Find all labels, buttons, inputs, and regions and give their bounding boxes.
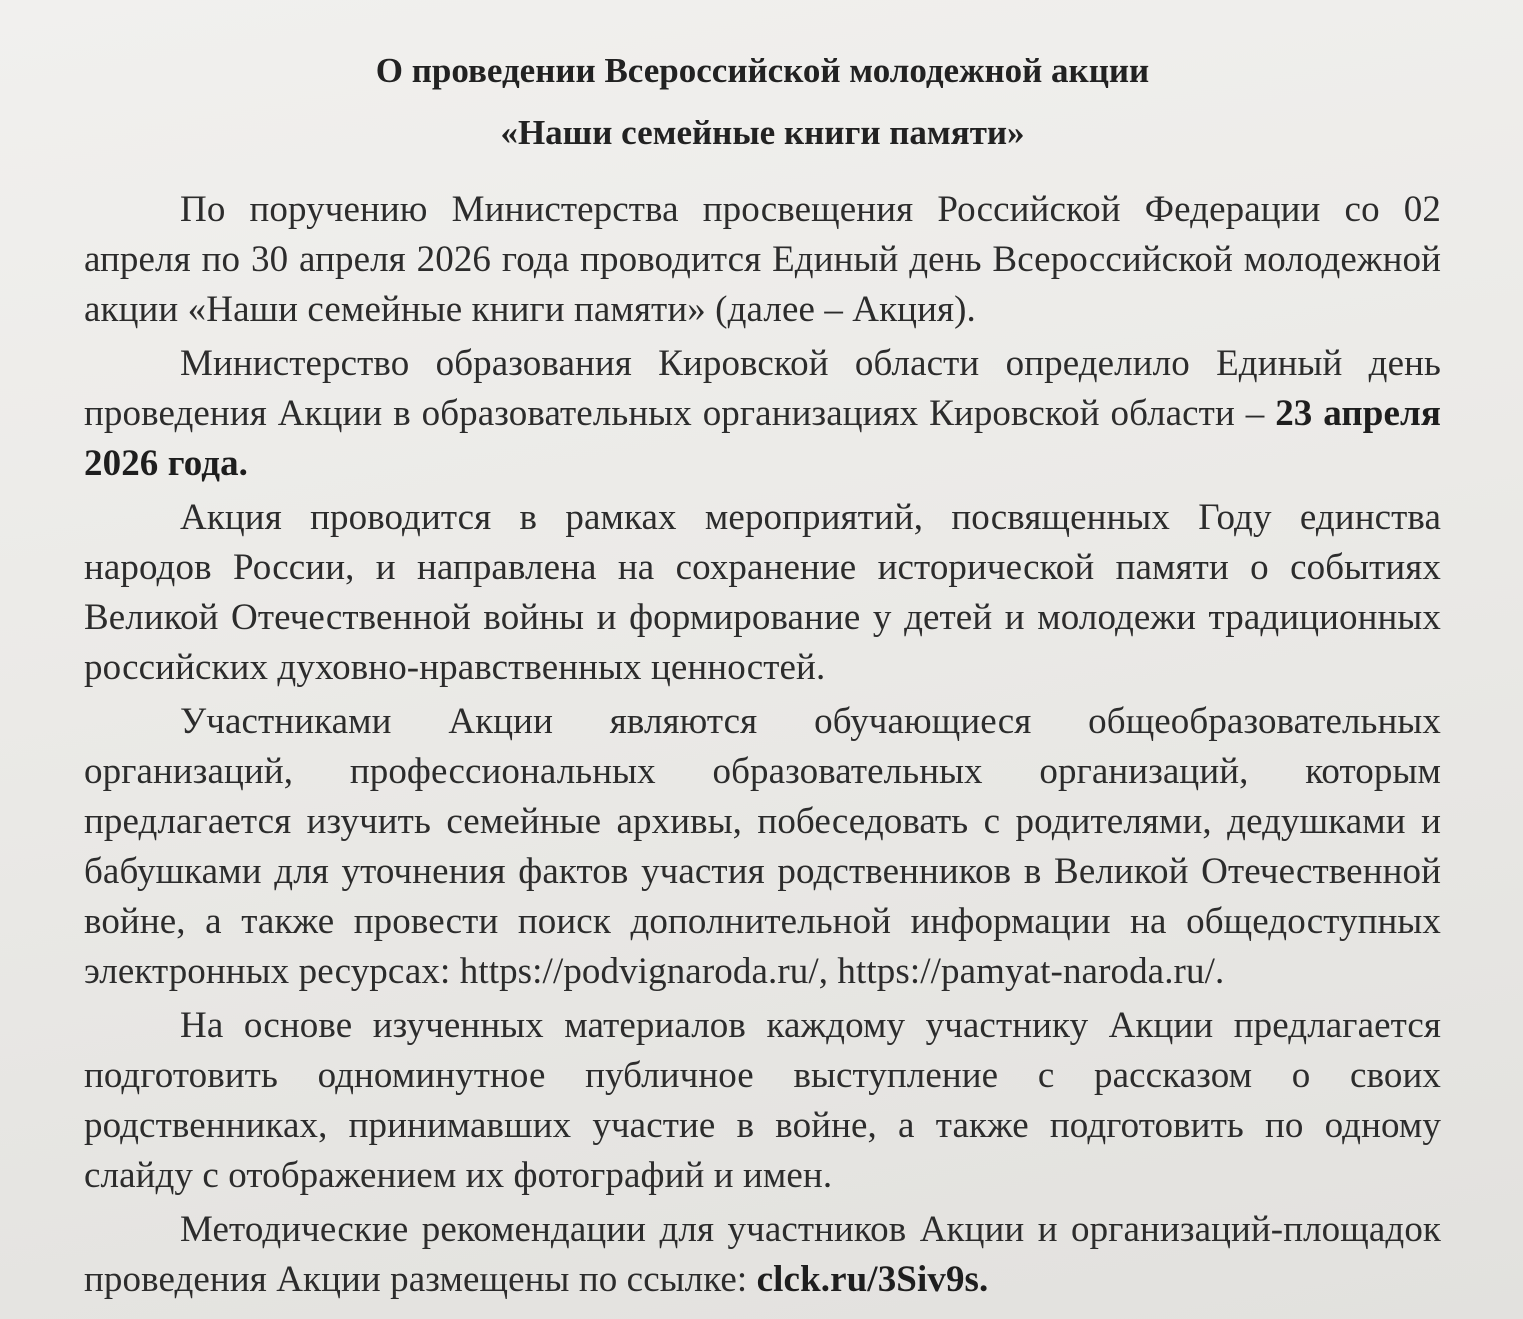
document-title-line-2: «Наши семейные книги памяти» bbox=[500, 113, 1025, 153]
paragraph-3 bbox=[84, 493, 1441, 693]
paragraph-2-text: Министерство образования Кировской области определило Единый день проведения Акции в образовательных организациях Кировской области – bbox=[84, 342, 1441, 434]
paragraph-1-text: По поручению Министерства просвещения Российской Федерации со 02 апреля по 30 апреля 2026 года проводится Единый день Всероссийской молодежной акции «Наши семейные книги памяти» (далее – Акция). bbox=[84, 188, 1441, 330]
paragraph-6 bbox=[84, 1205, 1441, 1305]
paragraph-2 bbox=[84, 339, 1441, 489]
event-date: 23 апреля 2026 года. bbox=[84, 392, 1441, 484]
paragraph-4 bbox=[84, 697, 1441, 997]
document-title-line-1: О проведении Всероссийской молодежной акции bbox=[375, 51, 1150, 90]
methodology-link: clck.ru/3Siv9s. bbox=[756, 1258, 989, 1300]
paragraph-3-text: Акция проводится в рамках мероприятий, посвященных Году единства народов России, и направлена на сохранение исторической памяти о событиях Великой Отечественной войны и формирование у детей и молодежи традиционных российских духовно-нравственных ценностей. bbox=[84, 496, 1441, 688]
paragraph-6-text: Методические рекомендации для участников Акции и организаций-площадок проведения Акции размещены по ссылке: bbox=[84, 1208, 1441, 1300]
paragraph-1 bbox=[84, 185, 1441, 335]
paragraph-5 bbox=[84, 1001, 1441, 1201]
paragraph-4-text: Участниками Акции являются обучающиеся общеобразовательных организаций, профессиональных образовательных организаций, которым предлагается изучить семейные архивы, побеседовать с родителями, дедушками и бабушками для уточнения фактов участия родственников в Великой Отечественной войне, а также провести поиск дополнительной информации на общедоступных электронных ресурсах: https://podvignaroda.ru/, https://pamyat-naroda.ru/. bbox=[84, 700, 1441, 992]
paragraph-5-text: На основе изученных материалов каждому участнику Акции предлагается подготовить одноминутное публичное выступление с рассказом о своих родственниках, принимавших участие в войне, а также подготовить по одному слайду с отображением их фотографий и имен. bbox=[84, 1004, 1441, 1196]
